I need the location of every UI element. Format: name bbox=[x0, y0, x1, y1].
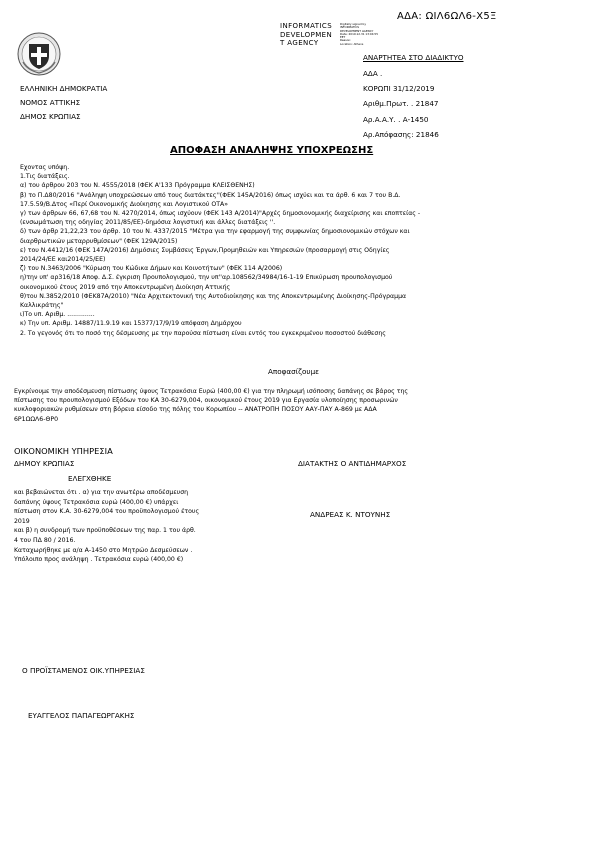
finance-line: δαπάνης ύψους Τετρακόσια ευρώ (400,00 €) υπάρχει bbox=[14, 498, 179, 506]
consideration-line: ε) του Ν.4412/16 (ΦΕΚ 147Α/2016) Δημόσιες Συμβάσεις Έργων,Προμηθειών και Υπηρεσιών (προσαρμογή στις Οδηγίες bbox=[20, 246, 390, 254]
decision-body bbox=[14, 387, 408, 424]
finance-service-title: ΟΙΚΟΝΟΜΙΚΗ ΥΠΗΡΕΣΙΑ bbox=[14, 446, 113, 456]
finance-head-title: Ο ΠΡΟΪΣΤΑΜΕΝΟΣ ΟΙΚ.ΥΠΗΡΕΣΙΑΣ bbox=[22, 666, 145, 675]
decision-number: Αρ.Απόφασης: 21846 bbox=[363, 129, 439, 139]
decision-line: 6Ρ1ΩΩΛ6-ΘΡ0 bbox=[14, 415, 59, 423]
consideration-line: θ)του Ν.3852/2010 (ΦΕΚ87Α/2010) "Νέα Αρχιτεκτονική της Αυτοδιοίκησης και της Αποκεντρωμένης Διοίκησης-Πρόγραμμα bbox=[20, 292, 407, 300]
issuer-municipality: ΔΗΜΟΣ ΚΡΩΠΙΑΣ bbox=[20, 112, 81, 122]
finance-line: 2019 bbox=[14, 517, 30, 525]
consideration-line: δ) των άρθρ 21,22,23 του άρθρ. 10 του Ν. 4337/2015 "Μέτρα για την εφαρμογή της συμφωνίας δημοσιονομικών στόχων και bbox=[20, 228, 410, 236]
considerations-block bbox=[20, 163, 420, 338]
document-title: ΑΠΟΦΑΣΗ ΑΝΑΛΗΨΗΣ ΥΠΟΧΡΕΩΣΗΣ bbox=[170, 145, 374, 156]
finance-line: 4 του ΠΔ 80 / 2016. bbox=[14, 536, 76, 544]
decision-line: κυκλοφοριακών ρυθμίσεων στη βόρεια είσοδο της πόλης του Κορωπίου -- ΑΝΑΤΡΟΠΗ ΠΟΣΟΥ ΑΑΥ-ΠΑΥ Α-869 με ΑΔΑ bbox=[14, 406, 377, 414]
issuer-country: ΕΛΛΗΝΙΚΗ ΔΗΜΟΚΡΑΤΙΑ bbox=[20, 84, 108, 93]
decision-line: Εγκρίνουμε την αποδέσμευση πίστωσης ύψους Τετρακόσια Ευρώ (400,00 €) για την πληρωμή ισόποσης δαπάνης σε βάρος της bbox=[14, 388, 409, 395]
decision-line: πίστωσης του προυπολογισμού Εξόδων του ΚΑ 30-6279,004, οικονομικού έτους 2019 για Εργασία υλοποίησης προσωρινών bbox=[14, 397, 398, 405]
finance-line: και β) η συνδρομή των προϋποθέσεων της παρ. 1 του άρθ. bbox=[14, 527, 196, 535]
digital-signature-details: Digitally signed by INFORMATICS DEVELOPMENT AGENCY Date: 2019.12.31 13:04:55 EET Reason: Location: Athens bbox=[340, 22, 378, 46]
consideration-line: 2. Το γεγονός ότι το ποσό της δέσμευσης με την παρούσα πίστωση είναι εντός του εγκεκριμένου ποσοστού διάθεσης bbox=[20, 329, 386, 337]
authorizer-title: ΔΙΑΤΑΚΤΗΣ Ο ΑΝΤΙΔΗΜΑΡΧΟΣ bbox=[298, 459, 407, 468]
consideration-line: (ενσωμάτωση της οδηγίας 2011/85/ΕΕ)-δημόσια λογιστική και άλλες διατάξεις ''. bbox=[20, 219, 276, 227]
consideration-line: 17.5.59/Β.Δτος «Περί Οικονομικής Διοίκησης και Λογιστικού ΟΤΑ» bbox=[20, 200, 229, 208]
consideration-line: 2014/24/ΕΕ και2014/25/ΕΕ) bbox=[20, 256, 106, 264]
finance-municipality: ΔΗΜΟΥ ΚΡΩΠΙΑΣ bbox=[14, 459, 75, 468]
posting-label: ΑΝΑΡΤΗΤΕΑ ΣΤΟ ΔΙΑΔΙΚΤΥΟ bbox=[363, 53, 464, 62]
consideration-line: γ) των άρθρων 66, 67,68 του Ν. 4270/2014, όπως ισχύουν (ΦΕΚ 143 Α/2014)"Αρχές δημοσιονομικής διαχείρισης και εποπτείας - bbox=[20, 210, 421, 218]
greek-emblem-icon bbox=[17, 32, 61, 76]
consideration-line: ζ) του Ν.3463/2006 "Κύρωση του Κώδικα Δήμων και Κοινοτήτων" (ΦΕΚ 114 Α/2006) bbox=[20, 265, 283, 273]
consideration-line: η)την υπ' αρ316/18 Αποφ. Δ.Σ. έγκριση Προυπολογισμού, την υπ''αρ.108562/34984/16-1-19 Επικύρωση προυπολογισμού bbox=[20, 274, 393, 282]
consideration-line: α) του άρθρου 203 του Ν. 4555/2018 (ΦΕΚ Α'133 Πρόγραμμα ΚΛΕΙΣΘΕΝΗΣ) bbox=[20, 182, 255, 190]
consideration-line: β) το Π.Δ80/2016 ''Ανάληψη υποχρεώσεων από τους διατάκτες''(ΦΕΚ 145Α/2016) όπως ισχύει και τα άρθ. 6 και 7 του Β.Δ. bbox=[20, 191, 401, 199]
issuer-block bbox=[20, 82, 107, 125]
protocol-number: Αριθμ.Πρωτ. . 21847 bbox=[363, 99, 439, 109]
consideration-line: κ) Την υπ. Αριθμ. 14887/11.9.19 και 15377/17/9/19 απόφαση Δημάρχου bbox=[20, 320, 242, 328]
consideration-line: Εχοντας υπόψη. bbox=[20, 164, 70, 171]
consideration-line: 1.Τις διατάξεις. bbox=[20, 173, 70, 181]
date-field: ΚΟΡΩΠΙ 31/12/2019 bbox=[363, 84, 435, 94]
consideration-line: ι)Το υπ. Αριθμ. .............. bbox=[20, 311, 95, 319]
signature-agency-name: INFORMATICS DEVELOPMEN T AGENCY bbox=[280, 22, 333, 48]
reference-block bbox=[363, 66, 439, 142]
ada-field: ΑΔΑ . bbox=[363, 69, 383, 78]
ada-code: ΑΔΑ: ΩΙΛ6ΩΛ6-Χ5Ξ bbox=[397, 11, 497, 22]
consideration-line: διαρθρωτικών μεταρρυθμίσεων" (ΦΕΚ 129Α/2015) bbox=[20, 237, 178, 245]
aay-number: Αρ.Α.Α.Υ. . Α-1450 bbox=[363, 114, 429, 124]
authorizer-name: ΑΝΔΡΕΑΣ Κ. ΝΤΟΥΝΗΣ bbox=[310, 510, 391, 519]
finance-line: και βεβαιώνεται ότι . α) για την ανωτέρω αποδέσμευση bbox=[14, 489, 189, 496]
finance-line: Υπόλοιπο προς ανάληψη . Τετρακόσια ευρώ (400,00 €) bbox=[14, 556, 184, 564]
checked-label: ΕΛΕΓΧΘΗΚΕ bbox=[68, 474, 112, 483]
consideration-line: οικονομικού έτους 2019 από την Αποκεντρωμένη Διοίκηση Αττικής bbox=[20, 283, 231, 291]
issuer-prefecture: ΝΟΜΟΣ ΑΤΤΙΚΗΣ bbox=[20, 98, 81, 108]
finance-certification bbox=[14, 488, 199, 565]
finance-line: Καταχωρήθηκε με α/α Α-1450 στο Μητρώο Δεσμεύσεων . bbox=[14, 546, 193, 554]
consideration-line: Καλλικράτης" bbox=[20, 302, 64, 310]
finance-head-name: ΕΥΑΓΓΕΛΟΣ ΠΑΠΑΓΕΩΡΓΑΚΗΣ bbox=[28, 711, 135, 720]
decision-heading: Αποφασίζουμε bbox=[268, 367, 320, 376]
finance-line: πίστωση στον Κ.Α. 30-6279,004 του προϋπολογισμού έτους bbox=[14, 508, 200, 516]
